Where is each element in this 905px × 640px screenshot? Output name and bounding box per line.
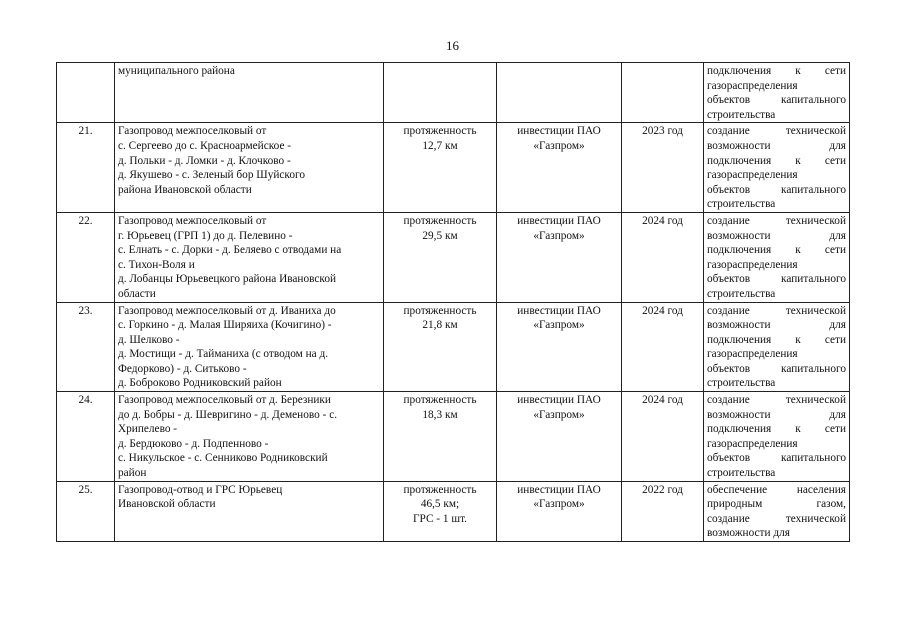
cell-line: газораспределения bbox=[707, 258, 798, 271]
cell-line: Федорково) - д. Ситьково - bbox=[118, 362, 247, 375]
cell-line: г. Юрьевец (ГРП 1) до д. Пелевино - bbox=[118, 229, 293, 242]
cell-line: объектов капитального bbox=[707, 452, 846, 465]
cell-line: строительства bbox=[707, 377, 776, 390]
table-row bbox=[57, 392, 850, 482]
purpose bbox=[704, 123, 850, 213]
cell-line: возможности для bbox=[707, 139, 846, 152]
purpose bbox=[704, 212, 850, 302]
cell-line: создание технической bbox=[707, 394, 846, 407]
cell-line: возможности для bbox=[707, 408, 846, 421]
cell-line: объектов капитального bbox=[707, 94, 846, 107]
row-number bbox=[57, 63, 115, 123]
cell-line: строительства bbox=[707, 198, 776, 211]
cell-line: протяженность bbox=[403, 394, 477, 407]
cell-line: подключения к сети bbox=[707, 244, 846, 257]
row-number: 21. bbox=[57, 123, 115, 213]
cell-line: Газопровод межпоселковый от bbox=[118, 214, 267, 227]
cell-line: подключения к сети bbox=[707, 65, 846, 77]
funding-source bbox=[497, 302, 622, 392]
completion-year: 2024 год bbox=[622, 212, 704, 302]
cell-line: объектов капитального bbox=[707, 273, 846, 286]
table-row bbox=[57, 123, 850, 213]
cell-line: района Ивановской области bbox=[118, 183, 252, 196]
table-row bbox=[57, 481, 850, 541]
page-number: 16 bbox=[446, 38, 459, 53]
object-name bbox=[115, 123, 384, 213]
cell-line: «Газпром» bbox=[533, 229, 585, 242]
cell-line: д. Мостищи - д. Тайманиха (с отводом на д. bbox=[118, 348, 329, 361]
characteristic bbox=[384, 212, 497, 302]
cell-line: д. Польки - д. Ломки - д. Клочково - bbox=[118, 154, 291, 167]
cell-line: «Газпром» bbox=[533, 319, 585, 332]
cell-line: д. Лобанцы Юрьевецкого района Ивановской bbox=[118, 273, 337, 286]
completion-year bbox=[622, 63, 704, 123]
funding-source bbox=[497, 481, 622, 541]
cell-line: создание технической bbox=[707, 125, 846, 138]
object-name bbox=[115, 212, 384, 302]
cell-line: д. Боброково Родниковский район bbox=[118, 377, 282, 390]
cell-line: муниципального района bbox=[118, 65, 235, 77]
cell-line: Хрипелево - bbox=[118, 423, 178, 436]
cell-line: Газопровод межпоселковый от д. Иваниха до bbox=[118, 304, 336, 317]
row-number: 22. bbox=[57, 212, 115, 302]
projects-table bbox=[56, 62, 850, 542]
cell-line: обеспечение населения bbox=[707, 483, 846, 496]
cell-line: протяженность bbox=[403, 304, 477, 317]
cell-line: 29,5 км bbox=[422, 229, 458, 242]
cell-line: строительства bbox=[707, 287, 776, 300]
characteristic bbox=[384, 392, 497, 482]
cell-line: создание технической bbox=[707, 304, 846, 317]
cell-line: природным газом, bbox=[707, 498, 846, 511]
cell-line: газораспределения bbox=[707, 79, 798, 92]
cell-line: Газопровод-отвод и ГРС Юрьевец bbox=[118, 483, 283, 496]
cell-line: инвестиции ПАО bbox=[517, 125, 601, 138]
cell-line: с. Никульское - с. Сенниково Родниковский bbox=[118, 452, 328, 465]
cell-line: инвестиции ПАО bbox=[517, 214, 601, 227]
cell-line: до д. Бобры - д. Шевригино - д. Деменово - с. bbox=[118, 408, 338, 421]
cell-line: Газопровод межпоселковый от д. Березники bbox=[118, 394, 331, 407]
object-name bbox=[115, 392, 384, 482]
cell-line: с. Тихон-Воля и bbox=[118, 258, 195, 271]
cell-line: строительства bbox=[707, 467, 776, 480]
cell-line: с. Елнать - с. Дорки - д. Беляево с отводами на bbox=[118, 244, 342, 257]
completion-year: 2022 год bbox=[622, 481, 704, 541]
purpose bbox=[704, 392, 850, 482]
cell-line: д. Якушево - с. Зеленый бор Шуйского bbox=[118, 169, 305, 182]
cell-line: Газопровод межпоселковый от bbox=[118, 125, 267, 138]
cell-line: протяженность bbox=[403, 483, 477, 496]
cell-line: газораспределения bbox=[707, 437, 798, 450]
cell-line: газораспределения bbox=[707, 169, 798, 182]
funding-source bbox=[497, 392, 622, 482]
purpose bbox=[704, 63, 850, 123]
cell-line: 21,8 км bbox=[422, 319, 458, 332]
table-row bbox=[57, 212, 850, 302]
cell-line: д. Бердюково - д. Подпенново - bbox=[118, 437, 269, 450]
cell-line: газораспределения bbox=[707, 348, 798, 361]
table-row bbox=[57, 302, 850, 392]
cell-line: протяженность bbox=[403, 214, 477, 227]
cell-line: с. Горкино - д. Малая Ширяиха (Кочигино) - bbox=[118, 319, 332, 332]
cell-line: инвестиции ПАО bbox=[517, 304, 601, 317]
cell-line: подключения к сети bbox=[707, 154, 846, 167]
funding-source bbox=[497, 212, 622, 302]
row-number: 25. bbox=[57, 481, 115, 541]
row-number: 23. bbox=[57, 302, 115, 392]
characteristic bbox=[384, 123, 497, 213]
cell-line: возможности для bbox=[707, 319, 846, 332]
cell-line: ГРС - 1 шт. bbox=[413, 512, 467, 525]
characteristic bbox=[384, 481, 497, 541]
cell-line: «Газпром» bbox=[533, 408, 585, 421]
cell-line: протяженность bbox=[403, 125, 477, 138]
object-name bbox=[115, 302, 384, 392]
object-name bbox=[115, 63, 384, 123]
completion-year: 2023 год bbox=[622, 123, 704, 213]
cell-line: подключения к сети bbox=[707, 333, 846, 346]
funding-source bbox=[497, 63, 622, 123]
cell-line: 12,7 км bbox=[422, 139, 458, 152]
cell-line: возможности для bbox=[707, 527, 790, 540]
cell-line: строительства bbox=[707, 108, 776, 121]
cell-line: инвестиции ПАО bbox=[517, 394, 601, 407]
cell-line: «Газпром» bbox=[533, 498, 585, 511]
cell-line: с. Сергеево до с. Красноармейское - bbox=[118, 139, 292, 152]
completion-year: 2024 год bbox=[622, 302, 704, 392]
cell-line: инвестиции ПАО bbox=[517, 483, 601, 496]
object-name bbox=[115, 481, 384, 541]
purpose bbox=[704, 302, 850, 392]
cell-line: создание технической bbox=[707, 512, 846, 525]
cell-line: д. Шелково - bbox=[118, 333, 180, 346]
table-row bbox=[57, 63, 850, 123]
cell-line: создание технической bbox=[707, 214, 846, 227]
cell-line: объектов капитального bbox=[707, 183, 846, 196]
funding-source bbox=[497, 123, 622, 213]
characteristic bbox=[384, 302, 497, 392]
characteristic bbox=[384, 63, 497, 123]
cell-line: «Газпром» bbox=[533, 139, 585, 152]
cell-line: 18,3 км bbox=[422, 408, 458, 421]
cell-line: подключения к сети bbox=[707, 423, 846, 436]
cell-line: объектов капитального bbox=[707, 362, 846, 375]
purpose bbox=[704, 481, 850, 541]
row-number: 24. bbox=[57, 392, 115, 482]
cell-line: возможности для bbox=[707, 229, 846, 242]
completion-year: 2024 год bbox=[622, 392, 704, 482]
cell-line: Ивановской области bbox=[118, 498, 216, 511]
cell-line: район bbox=[118, 467, 147, 480]
cell-line: области bbox=[118, 287, 156, 300]
cell-line: 46,5 км; bbox=[420, 498, 460, 511]
